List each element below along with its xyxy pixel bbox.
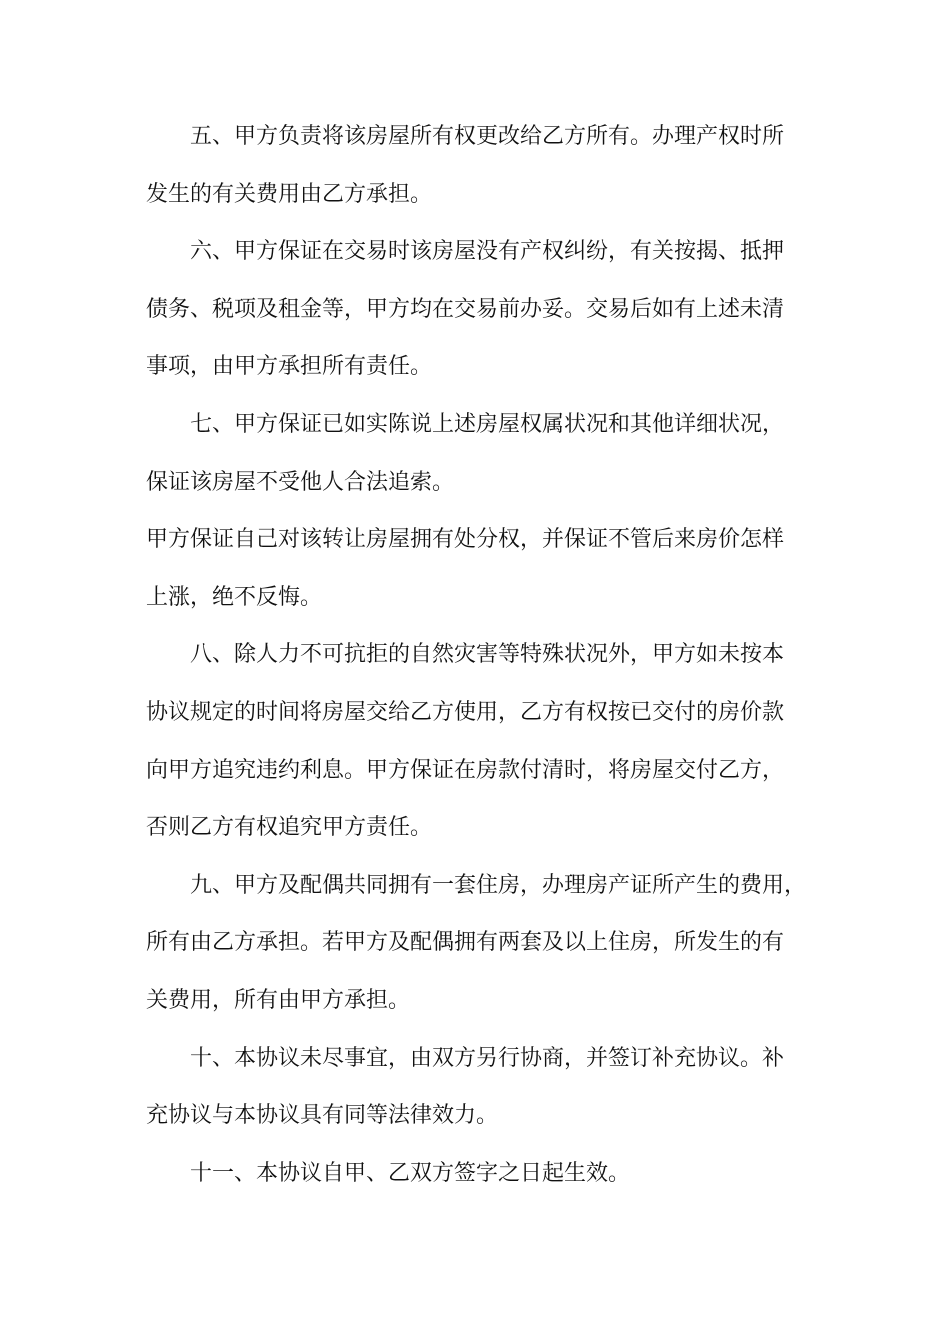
clause-9-line-2: 所有由乙方承担。若甲方及配偶拥有两套及以上住房，所发生的有	[146, 930, 785, 956]
clause-5-line-1: 五、甲方负责将该房屋所有权更改给乙方所有。办理产权时所	[190, 124, 785, 149]
clause-6-line-3: 事项，由甲方承担所有责任。	[146, 354, 433, 380]
clause-11-line-1: 十一、本协议自甲、乙双方签字之日起生效。	[190, 1160, 631, 1186]
clause-8-line-2: 协议规定的时间将房屋交给乙方使用，乙方有权按已交付的房价款	[146, 699, 785, 725]
clause-9-line-3: 关费用，所有由甲方承担。	[146, 987, 411, 1013]
clause-10-line-2: 充协议与本协议具有同等法律效力。	[146, 1103, 499, 1129]
clause-9-line-1: 九、甲方及配偶共同拥有一套住房，办理房产证所产生的费用，	[190, 872, 807, 898]
clause-7-line-2: 保证该房屋不受他人合法追索。	[146, 469, 455, 495]
clause-7-supplement-line-2: 上涨，绝不反悔。	[146, 584, 323, 610]
contract-text	[146, 113, 808, 1207]
clause-8-line-3: 向甲方追究违约利息。甲方保证在房款付清时，将房屋交付乙方，	[146, 757, 785, 783]
clause-7-line-1: 七、甲方保证已如实陈说上述房屋权属状况和其他详细状况，	[190, 411, 785, 437]
clause-7-supplement-line-1: 甲方保证自己对该转让房屋拥有处分权，并保证不管后来房价怎样	[146, 527, 785, 553]
clause-10-line-1: 十、本协议未尽事宜，由双方另行协商，并签订补充协议。补	[190, 1045, 785, 1071]
clause-8-line-4: 否则乙方有权追究甲方责任。	[146, 815, 433, 841]
clause-6-line-2: 债务、税项及租金等，甲方均在交易前办妥。交易后如有上述未清	[146, 296, 785, 322]
clause-5-line-2: 发生的有关费用由乙方承担。	[146, 181, 433, 207]
clause-6-line-1: 六、甲方保证在交易时该房屋没有产权纠纷，有关按揭、抵押	[190, 239, 785, 265]
clause-8-line-1: 八、除人力不可抗拒的自然灾害等特殊状况外，甲方如未按本	[190, 642, 785, 668]
